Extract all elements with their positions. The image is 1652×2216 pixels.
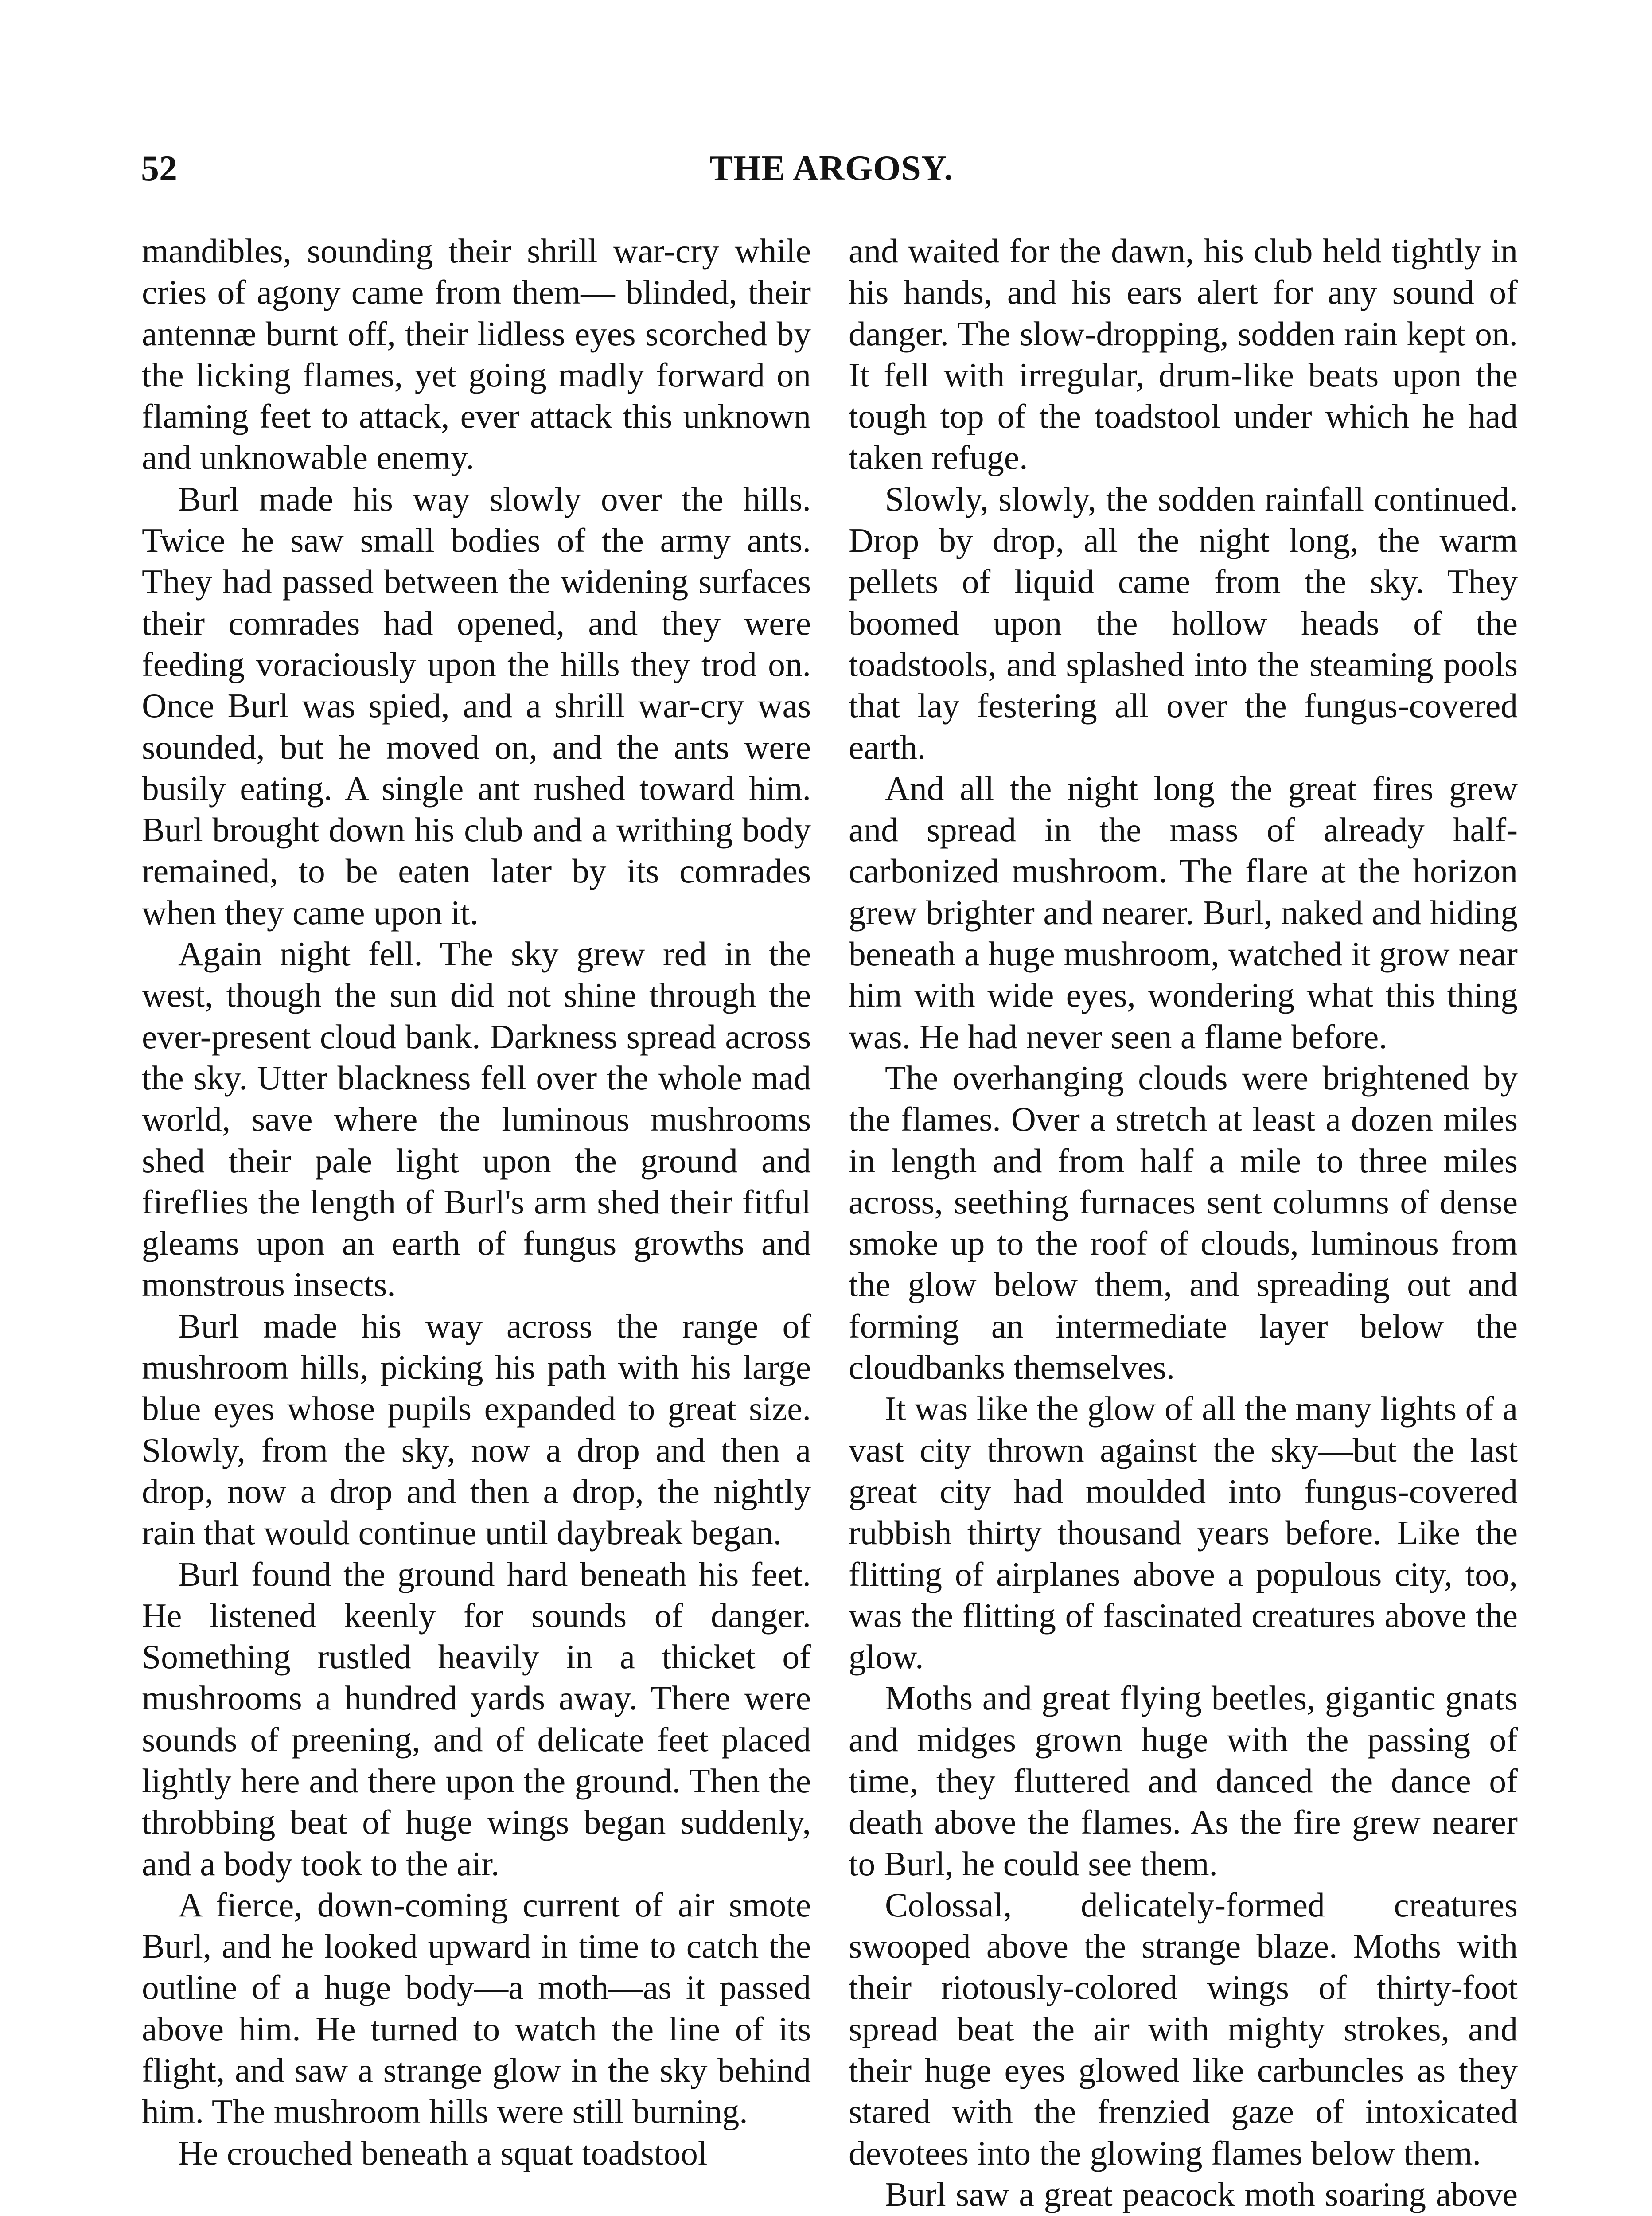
page-number: 52 — [141, 148, 177, 188]
left-column — [142, 230, 811, 2174]
paragraph: and waited for the dawn, his club held tightly in his hands, and his ears alert for any sound of danger. The slow-dropping, sodden rain kept on. It fell with irregular, drum-like beats upon the tough top of the toadstool under which he had taken refuge. — [849, 232, 1518, 477]
paragraph: Colossal, delicately-formed creatures swooped above the strange blaze. Moths with their riotously-colored wings of thirty-foot spread beat the air with mighty strokes, and their huge eyes glowed like carbuncles as they stared with the frenzied gaze of intoxicated devotees into the glowing flames below them. — [849, 1885, 1518, 2172]
paragraph: It was like the glow of all the many lights of a vast city thrown against the sky—but the last great city had moulded into fungus-covered rubbish thirty thousand years before. Like the flitting of airplanes above a populous city, too, was the flitting of fascinated creatures above the glow. — [849, 1389, 1518, 1676]
paragraph: Burl saw a great peacock moth soaring above — [885, 2175, 1518, 2213]
paragraph: Burl made his way slowly over the hills. Twice he saw small bodies of the army ants. They had passed between the widening surfaces their comrades had opened, and they were feeding voraciously upon the hills they trod on. Once Burl was spied, and a shrill war-cry was sounded, but he moved on, and the ants were busily eating. A single ant rushed toward him. Burl brought down his club and a writhing body remained, to be eaten later by its comrades when they came upon it. — [142, 480, 811, 932]
right-column — [849, 230, 1518, 2216]
paragraph: Burl found the ground hard beneath his feet. He listened keenly for sounds of danger. Something rustled heavily in a thicket of mushrooms a hundred yards away. There were sounds of preening, and of delicate feet placed lightly here and there upon the ground. Then the throbbing beat of huge wings began suddenly, and a body took to the air. — [142, 1555, 811, 1883]
paragraph: He crouched beneath a squat toadstool — [178, 2134, 708, 2172]
paragraph: A fierce, down-coming current of air smote Burl, and he looked upward in time to catch the outline of a huge body—a moth—as it passed above him. He turned to watch the line of its flight, and saw a strange glow in the sky behind him. The mushroom hills were still burning. — [142, 1885, 811, 2131]
paragraph: mandibles, sounding their shrill war-cry while cries of agony came from them— blinded, their antennæ burnt off, their lidless eyes scorched by the licking flames, yet going madly forward on flaming feet to attack, ever attack this unknown and unknowable enemy. — [142, 232, 811, 477]
page-header — [141, 146, 1522, 199]
paragraph: Moths and great flying beetles, gigantic gnats and midges grown huge with the passing of time, they fluttered and danced the dance of death above the flames. As the fire grew nearer to Burl, he could see them. — [849, 1679, 1518, 1883]
paragraph: Burl made his way across the range of mushroom hills, picking his path with his large blue eyes whose pupils expanded to great size. Slowly, from the sky, now a drop and then a drop, now a drop and then a drop, the nightly rain that would continue until daybreak began. — [142, 1307, 811, 1552]
paragraph: The overhanging clouds were brightened by the flames. Over a stretch at least a dozen miles in length and from half a mile to three miles across, seething furnaces sent columns of dense smoke up to the roof of clouds, luminous from the glow below them, and spreading out and forming an intermediate layer below the cloudbanks themselves. — [849, 1058, 1518, 1387]
paragraph: And all the night long the great fires grew and spread in the mass of already half-carbonized mushroom. The flare at the horizon grew brighter and nearer. Burl, naked and hiding beneath a huge mushroom, watched it grow near him with wide eyes, wondering what this thing was. He had never seen a flame before. — [849, 769, 1518, 1056]
running-title: THE ARGOSY. — [709, 149, 954, 188]
paragraph: Slowly, slowly, the sodden rainfall continued. Drop by drop, all the night long, the warm pellets of liquid came from the sky. They boomed upon the hollow heads of the toadstools, and splashed into the steaming pools that lay festering all over the fungus-covered earth. — [849, 480, 1518, 766]
paragraph: Again night fell. The sky grew red in the west, though the sun did not shine through the ever-present cloud bank. Darkness spread across the sky. Utter blackness fell over the whole mad world, save where the luminous mushrooms shed their pale light upon the ground and fireflies the length of Burl's arm shed their fitful gleams upon an earth of fungus growths and monstrous insects. — [142, 935, 811, 1304]
